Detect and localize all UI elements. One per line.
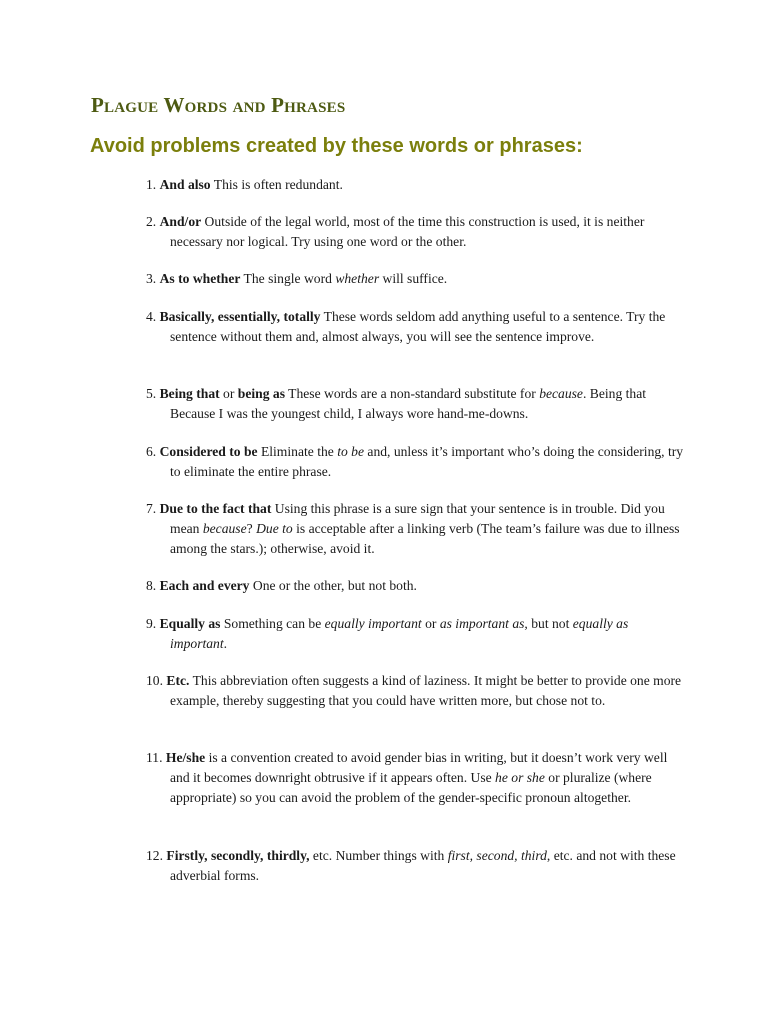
list-item [146,307,686,347]
item-emphasis: whether [335,271,380,286]
item-emphasis: equally as important [170,616,629,651]
item-number: 1. [146,177,157,192]
item-text: will suffice. [379,271,448,286]
document-subtitle: Avoid problems created by these words or phrases: [90,135,583,157]
item-text: etc. Number things with [309,848,448,863]
item-text: is a convention created to avoid gender bias in writing, but it doesn’t work very well and it becomes downright obtrusive if it appears often. Use [170,750,668,785]
list-item [146,614,686,654]
item-number: 3. [146,271,157,286]
item-term: Considered to be [159,444,258,459]
item-term: Etc. [166,673,190,688]
list-item [146,212,686,252]
list-item [146,384,686,424]
item-emphasis: as important as [439,616,525,631]
list-item [146,499,686,559]
item-text: , but not [524,616,573,631]
item-emphasis: because [539,386,583,401]
item-text: This abbreviation often suggests a kind of laziness. It might be better to provide one more example, thereby suggesting that you could have written more, but chose not to. [170,673,682,708]
item-text: Something can be [220,616,325,631]
list-item [146,442,686,482]
item-text: One or the other, but not both. [249,578,417,593]
item-term: Being that [159,386,220,401]
item-number: 10. [146,673,163,688]
item-text: These words are a non-standard substitute for [285,386,540,401]
item-text: Using this phrase is a sure sign that your sentence is in trouble. Did you mean [170,501,665,536]
item-number: 11. [146,750,163,765]
list-item [146,175,686,195]
list-item [146,576,686,596]
item-text: . [223,636,228,651]
item-text: and, unless it’s important who’s doing the considering, try to eliminate the entire phrase. [170,444,684,479]
item-number: 9. [146,616,157,631]
item-emphasis: to be [337,444,365,459]
item-term: And also [159,177,211,192]
item-number: 8. [146,578,157,593]
item-term: Firstly, secondly, thirdly, [166,848,310,863]
item-text: or pluralize (where appropriate) so you can avoid the problem of the gender-specific pronoun altogether. [170,770,652,805]
item-emphasis: first, second, third [447,848,547,863]
item-number: 2. [146,214,157,229]
item-number: 6. [146,444,157,459]
item-text: The single word [240,271,336,286]
item-term: As to whether [159,271,241,286]
item-text: or [421,616,440,631]
list-item [146,269,686,289]
list-item [146,748,686,808]
item-text: Outside of the legal world, most of the time this construction is used, it is neither necessary nor logical. Try using one word or the other. [170,214,645,249]
item-term: Basically, essentially, totally [159,309,321,324]
item-emphasis: he or she [495,770,545,785]
item-number: 4. [146,309,157,324]
list-item [146,846,686,886]
item-term: And/or [159,214,202,229]
item-term: Each and every [159,578,250,593]
item-number: 5. [146,386,157,401]
item-text: or [219,386,238,401]
item-text: , etc. and not with these adverbial forms. [170,848,676,883]
item-text: is acceptable after a linking verb (The team’s failure was due to illness among the stars.); otherwise, avoid it. [170,521,680,556]
item-number: 7. [146,501,157,516]
item-text: . Being that Because I was the youngest child, I always wore hand-me-downs. [170,386,647,421]
item-text: Eliminate the [257,444,338,459]
item-text: ? [246,521,257,536]
item-emphasis: Due to [256,521,293,536]
item-term: Equally as [159,616,221,631]
item-text: These words seldom add anything useful to a sentence. Try the sentence without them and, almost always, you will see the sentence improve. [170,309,666,344]
item-emphasis: because [202,521,247,536]
item-text: This is often redundant. [210,177,343,192]
item-emphasis: equally important [324,616,422,631]
item-number: 12. [146,848,163,863]
list-item [146,671,686,711]
item-term: being as [237,386,285,401]
item-term: He/she [165,750,206,765]
item-term: Due to the fact that [159,501,272,516]
document-title: Plague Words and Phrases [91,93,346,117]
